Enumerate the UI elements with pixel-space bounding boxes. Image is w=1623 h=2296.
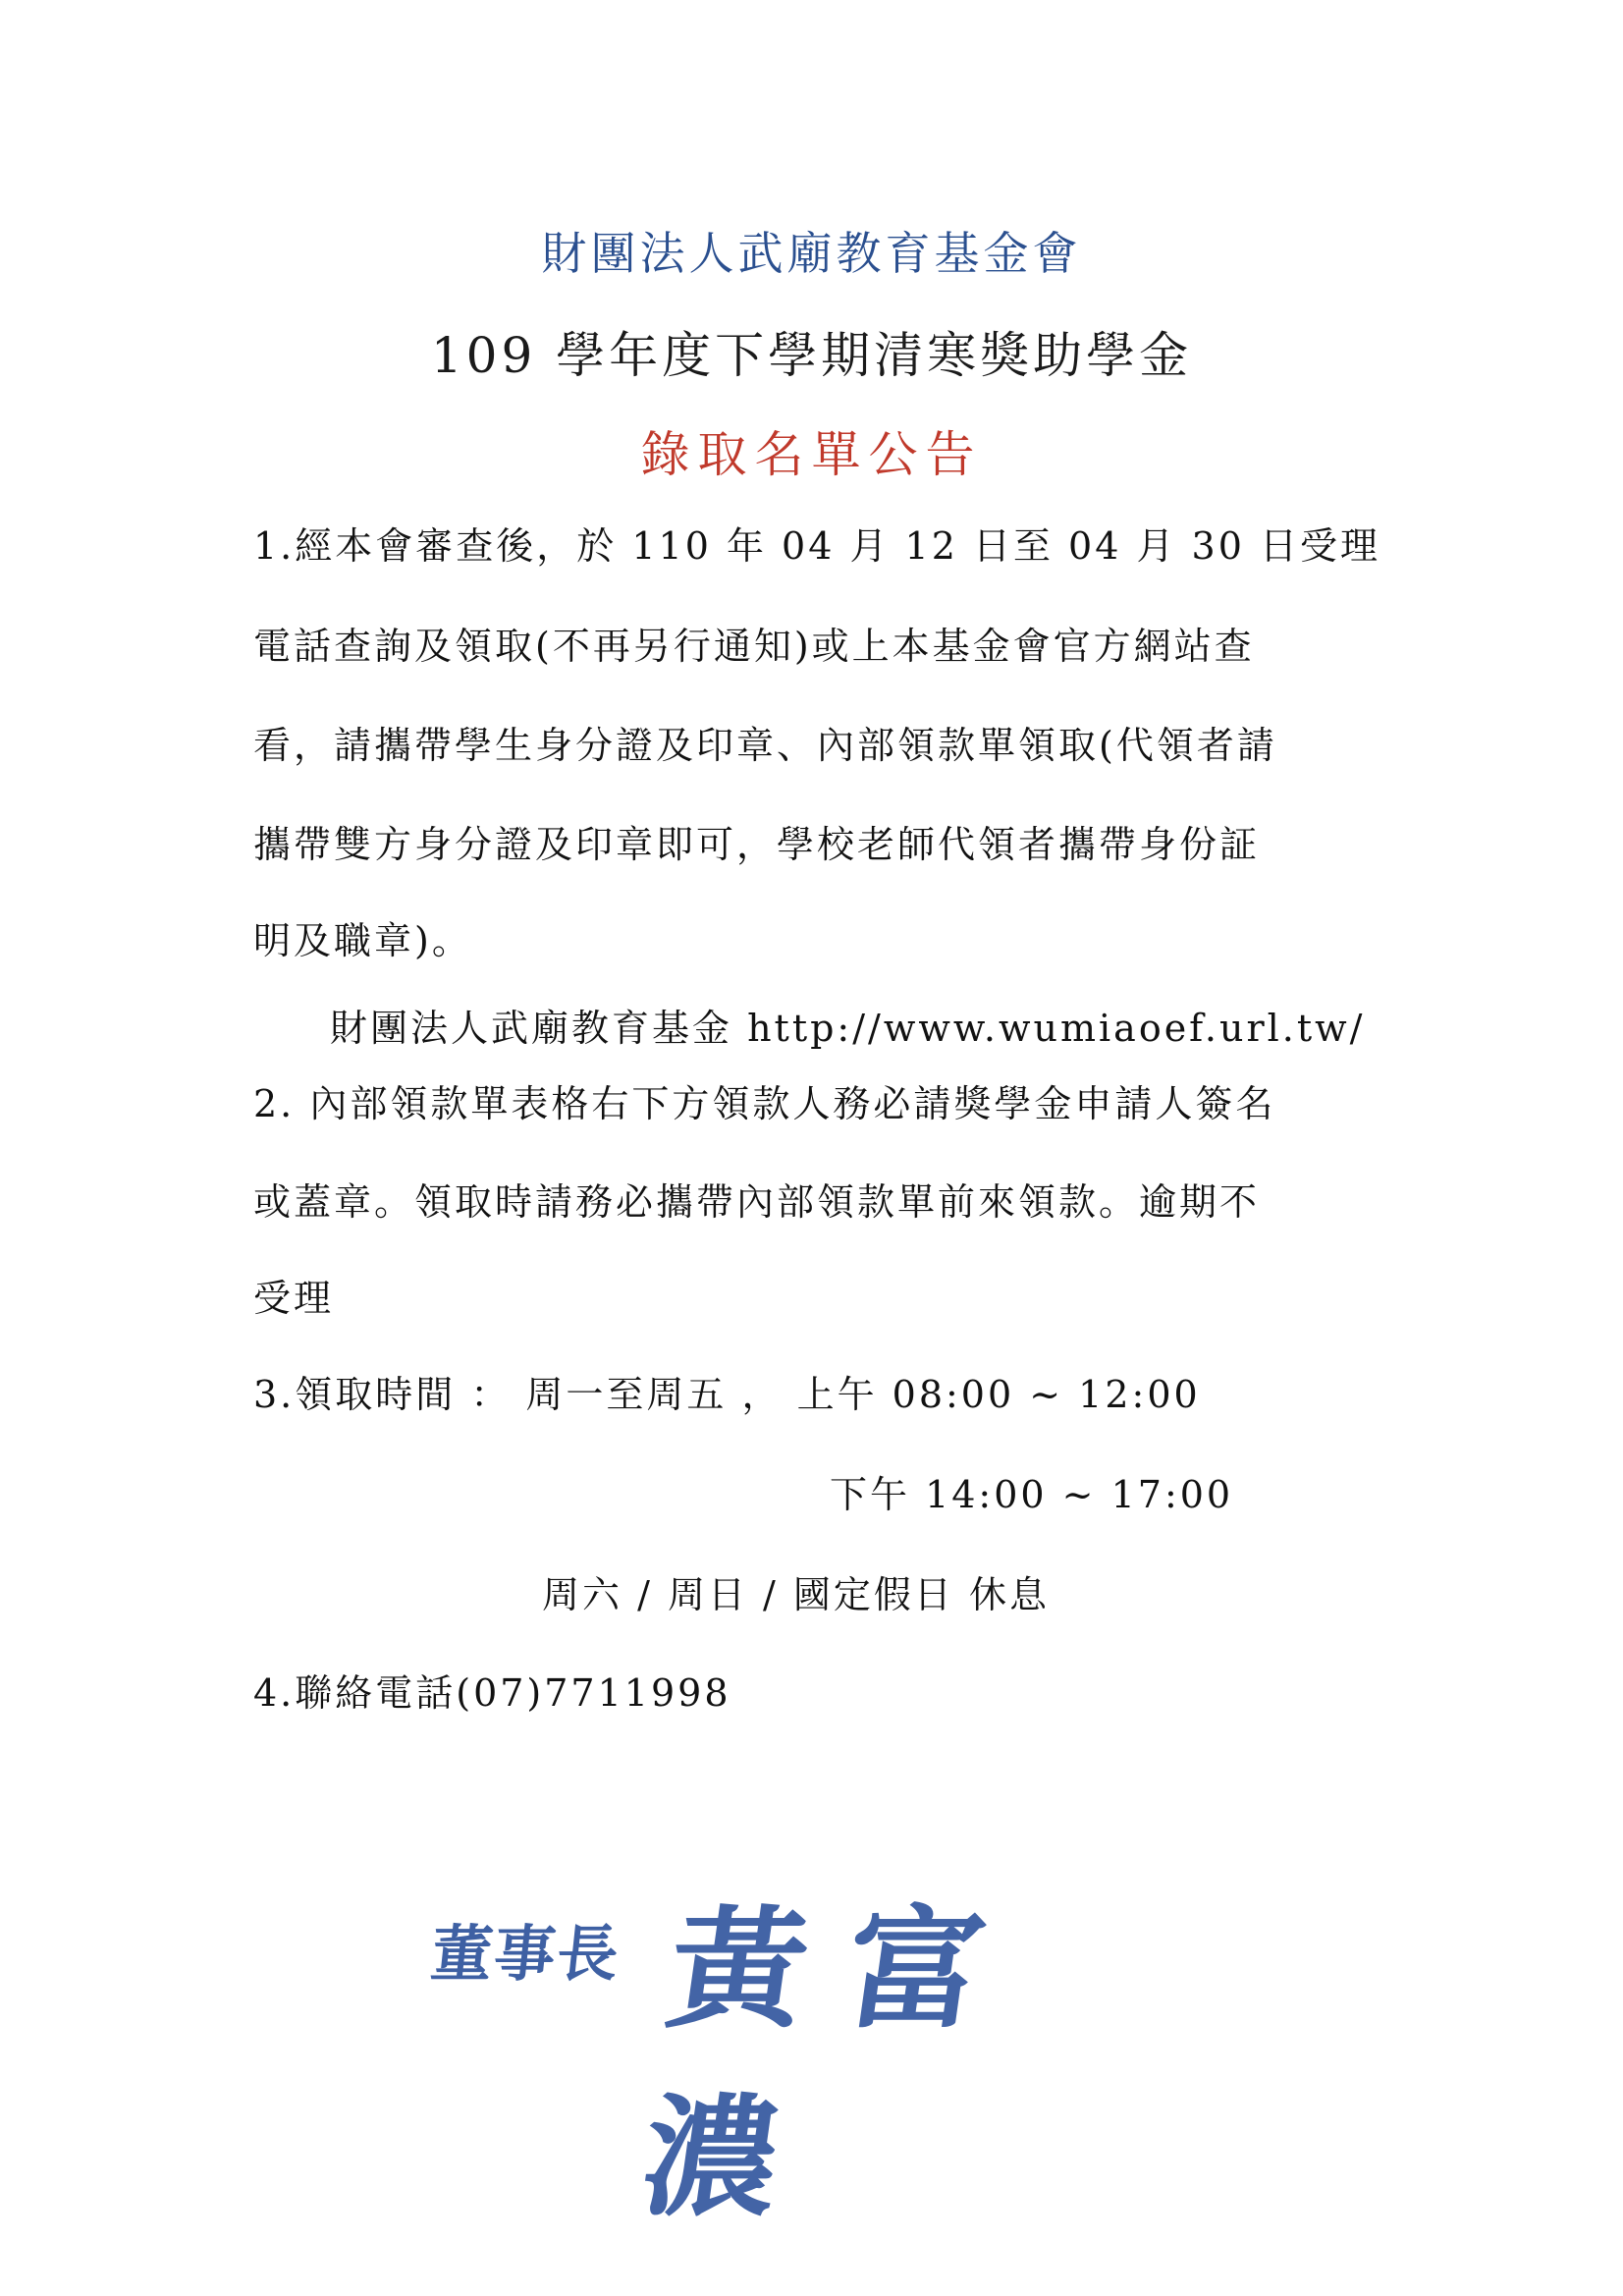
item1-line-1: 1.經本會審查後，於 110 年 04 月 12 日至 04 月 30 日受理: [253, 524, 1380, 568]
item3-line-1: 3.領取時間 ： 周一至周五 ， 上午 08:00 ~ 12:00: [253, 1373, 1201, 1416]
scholarship-title: 109 學年度下學期清寒獎助學金: [430, 327, 1193, 384]
item3-line-2: 下午 14:00 ~ 17:00: [830, 1473, 1234, 1516]
item2-line-2: 或蓋章。領取時請務必攜帶內部領款單前來領款。逾期不: [253, 1180, 1261, 1224]
notice-title: 錄取名單公告: [640, 426, 983, 483]
item2-line-3: 受理: [253, 1277, 335, 1320]
item1-line-2: 電話查詢及領取(不再另行通知)或上本基金會官方網站查: [253, 625, 1255, 668]
organization-title: 財團法人武廟教育基金會: [541, 227, 1082, 280]
item1-line-5: 明及職章)。: [253, 919, 472, 962]
item3-line-3: 周六 / 周日 / 國定假日 休息: [542, 1573, 1051, 1616]
chairman-signature: [427, 1846, 1139, 2235]
item4-line-1: 4.聯絡電話(07)7711998: [253, 1671, 731, 1715]
item1-line-4: 攜帶雙方身分證及印章即可，學校老師代領者攜帶身份証: [253, 823, 1261, 866]
item1-line-3: 看，請攜帶學生身分證及印章、內部領款單領取(代領者請: [253, 724, 1277, 767]
website-line: 財團法人武廟教育基金 http://www.wumiaoef.url.tw/: [330, 1007, 1366, 1050]
item2-line-1: 2. 內部領款單表格右下方領款人務必請獎學金申請人簽名: [253, 1082, 1276, 1125]
signature-title: 董事長: [427, 1918, 624, 1990]
signature-name: 黃富濃: [632, 1893, 1034, 2235]
